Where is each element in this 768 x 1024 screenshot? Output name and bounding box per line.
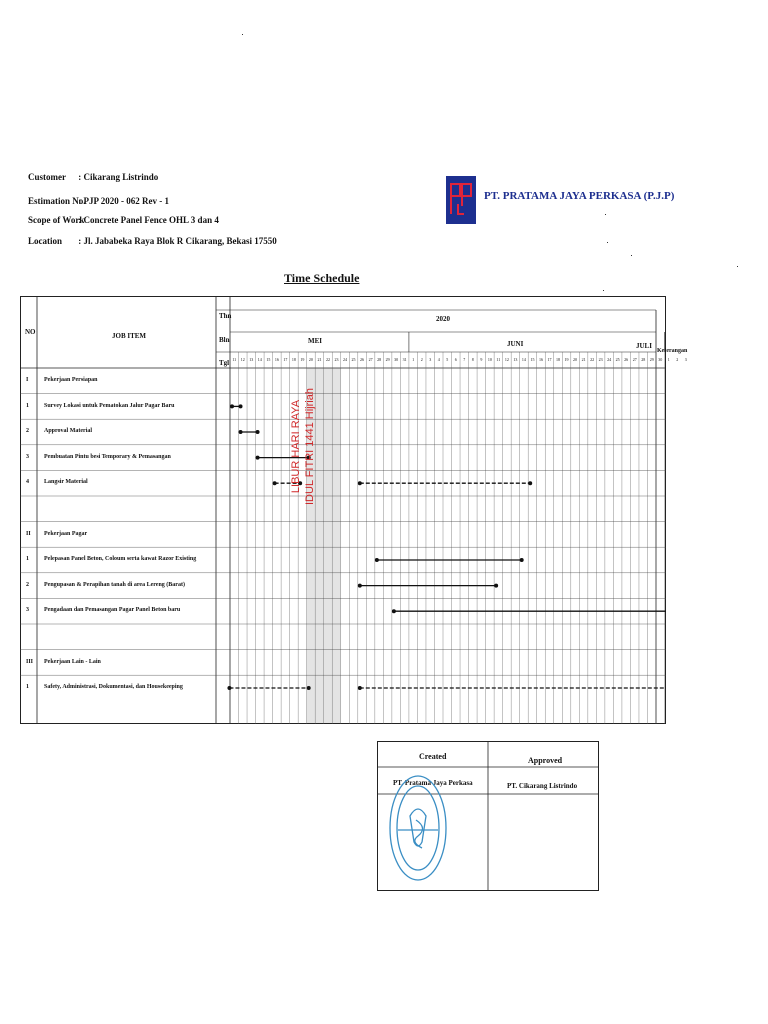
job-item: Survey Lokasi untuk Pematokan Jalur Pagar Baru [44,402,175,409]
row-number: II [26,530,31,537]
day-label: 29 [649,357,654,362]
bar-endpoint [239,404,243,408]
row-number: 1 [26,556,29,563]
day-label: 16 [538,357,543,362]
day-label: 19 [564,357,569,362]
day-label: 15 [266,357,271,362]
row-number: 4 [26,479,29,486]
day-label: 11 [232,357,237,362]
day-label: 27 [368,357,373,362]
day-label: 24 [343,357,347,362]
day-label: 7 [463,357,466,362]
day-label: 24 [607,357,612,362]
job-item: Pengupasan & Perapihan tanah di area Lereng (Barat) [44,581,185,588]
company-logo [446,176,476,224]
job-item: Pekerjaan Lain - Lain [44,658,101,665]
col-job-header: JOB ITEM [112,332,147,340]
company-stamp [388,772,452,884]
day-label: 28 [377,357,382,362]
creator-company: PT. Pratama Jaya Perkasa [393,779,473,787]
location-value: : Jl. Jababeka Raya Blok R Cikarang, Bekasi 17550 [78,236,277,246]
day-label: 30 [658,357,663,362]
month-juni: JUNI [507,340,524,348]
col-no-header: NO [25,328,36,336]
bar-endpoint [273,481,277,485]
scope-value: : Concrete Panel Fence OHL 3 dan 4 [78,215,219,225]
day-label: 20 [573,357,578,362]
pjp-logo-icon [446,176,476,224]
holiday-line-1: LIBUR HARI RAYA [290,399,302,494]
bln-label: Bln [219,336,230,344]
scope-label: Scope of Work [28,215,85,225]
thn-label: Thn [219,312,232,320]
day-label: 26 [624,357,629,362]
day-label: 25 [615,357,620,362]
location-label: Location [28,236,63,246]
bar-endpoint [358,584,362,588]
row-number: 3 [26,607,29,614]
day-label: 20 [308,357,313,362]
day-label: 3 [684,357,687,362]
location-line [28,236,277,246]
job-item: Safety, Administrasi, Dokumentasi, dan Housekeeping [44,684,183,691]
bar-endpoint [230,404,234,408]
day-label: 21 [317,357,322,362]
day-label: 10 [487,357,492,362]
bar-endpoint [528,481,532,485]
day-label: 15 [530,357,535,362]
row-number: I [26,377,29,383]
day-label: 4 [437,357,440,362]
scope-line [28,215,219,225]
day-label: 16 [274,357,279,362]
month-juli: JULI [636,342,652,350]
row-number: III [26,658,34,665]
bar-endpoint [256,430,260,434]
day-label: 27 [632,357,637,362]
day-label: 11 [496,357,501,362]
day-label: 14 [257,357,262,362]
day-label: 1 [667,357,670,362]
day-label: 22 [590,357,595,362]
day-label: 12 [240,357,245,362]
day-label: 25 [351,357,356,362]
day-label: 2 [420,357,423,362]
customer-line [28,172,158,182]
day-label: 8 [471,357,474,362]
year-label: 2020 [436,315,450,323]
bar-endpoint [227,686,231,690]
row-number: 1 [26,684,29,691]
day-label: 5 [446,357,449,362]
estimation-label: Estimation No. [28,196,86,206]
bar-endpoint [375,558,379,562]
tgl-label: Tgl [219,359,230,367]
bar-endpoint [256,456,260,460]
day-label: 30 [394,357,399,362]
day-label: 1 [412,357,415,362]
day-label: 22 [325,357,330,362]
day-label: 19 [300,357,305,362]
bar-endpoint [307,686,311,690]
created-label: Created [419,752,447,761]
estimation-line [28,196,169,206]
bar-endpoint [358,686,362,690]
day-label: 6 [454,357,457,362]
company-name: PT. PRATAMA JAYA PERKASA (P.J.P) [484,190,675,202]
page-title: Time Schedule [284,271,360,285]
day-label: 26 [360,357,365,362]
approver-company: PT. Cikarang Listrindo [507,782,578,790]
day-label: 28 [641,357,646,362]
customer-value: : Cikarang Listrindo [78,172,159,182]
schedule-table [20,296,688,724]
job-item: Pekerjaan Persiapan [44,377,98,383]
job-item: Approval Material [44,428,93,435]
bar-endpoint [239,430,243,434]
month-mei: MEI [308,337,322,345]
job-item: Langsir Material [44,479,88,486]
job-item: Pembuatan Pintu besi Temporary & Pemasangan [44,453,171,460]
row-number: 3 [26,453,29,460]
bar-endpoint [494,584,498,588]
bar-endpoint [520,558,524,562]
job-item: Pelepasan Panel Beton, Coloum serta kawat Razor Existing [44,556,197,563]
day-label: 21 [581,357,586,362]
day-label: 18 [556,357,560,362]
day-label: 17 [547,357,552,362]
day-label: 13 [513,357,518,362]
approved-label: Approved [528,756,563,765]
day-label: 2 [676,357,679,362]
row-number: 2 [26,428,29,435]
day-label: 3 [429,357,432,362]
col-note-header: Keterangan [657,348,688,354]
day-label: 9 [480,357,483,362]
day-label: 12 [504,357,509,362]
bar-endpoint [392,609,396,613]
row-number: 1 [26,402,29,409]
job-item: Pekerjaan Pagar [44,530,88,537]
day-label: 23 [598,357,603,362]
bar-endpoint [358,481,362,485]
row-number: 2 [26,581,29,588]
day-label: 29 [385,357,390,362]
day-label: 13 [249,357,254,362]
job-item: Pengadaan dan Pemasangan Pagar Panel Beton baru [44,607,181,614]
holiday-line-2: IDUL FITRI 1441 Hijriah [303,388,316,505]
day-label: 31 [402,357,407,362]
day-label: 17 [283,357,288,362]
day-label: 23 [334,357,339,362]
estimation-value: : PJP 2020 - 062 Rev - 1 [78,196,169,206]
day-label: 14 [521,357,526,362]
holiday-note [290,388,318,505]
day-label: 18 [291,357,296,362]
customer-label: Customer [28,172,66,182]
